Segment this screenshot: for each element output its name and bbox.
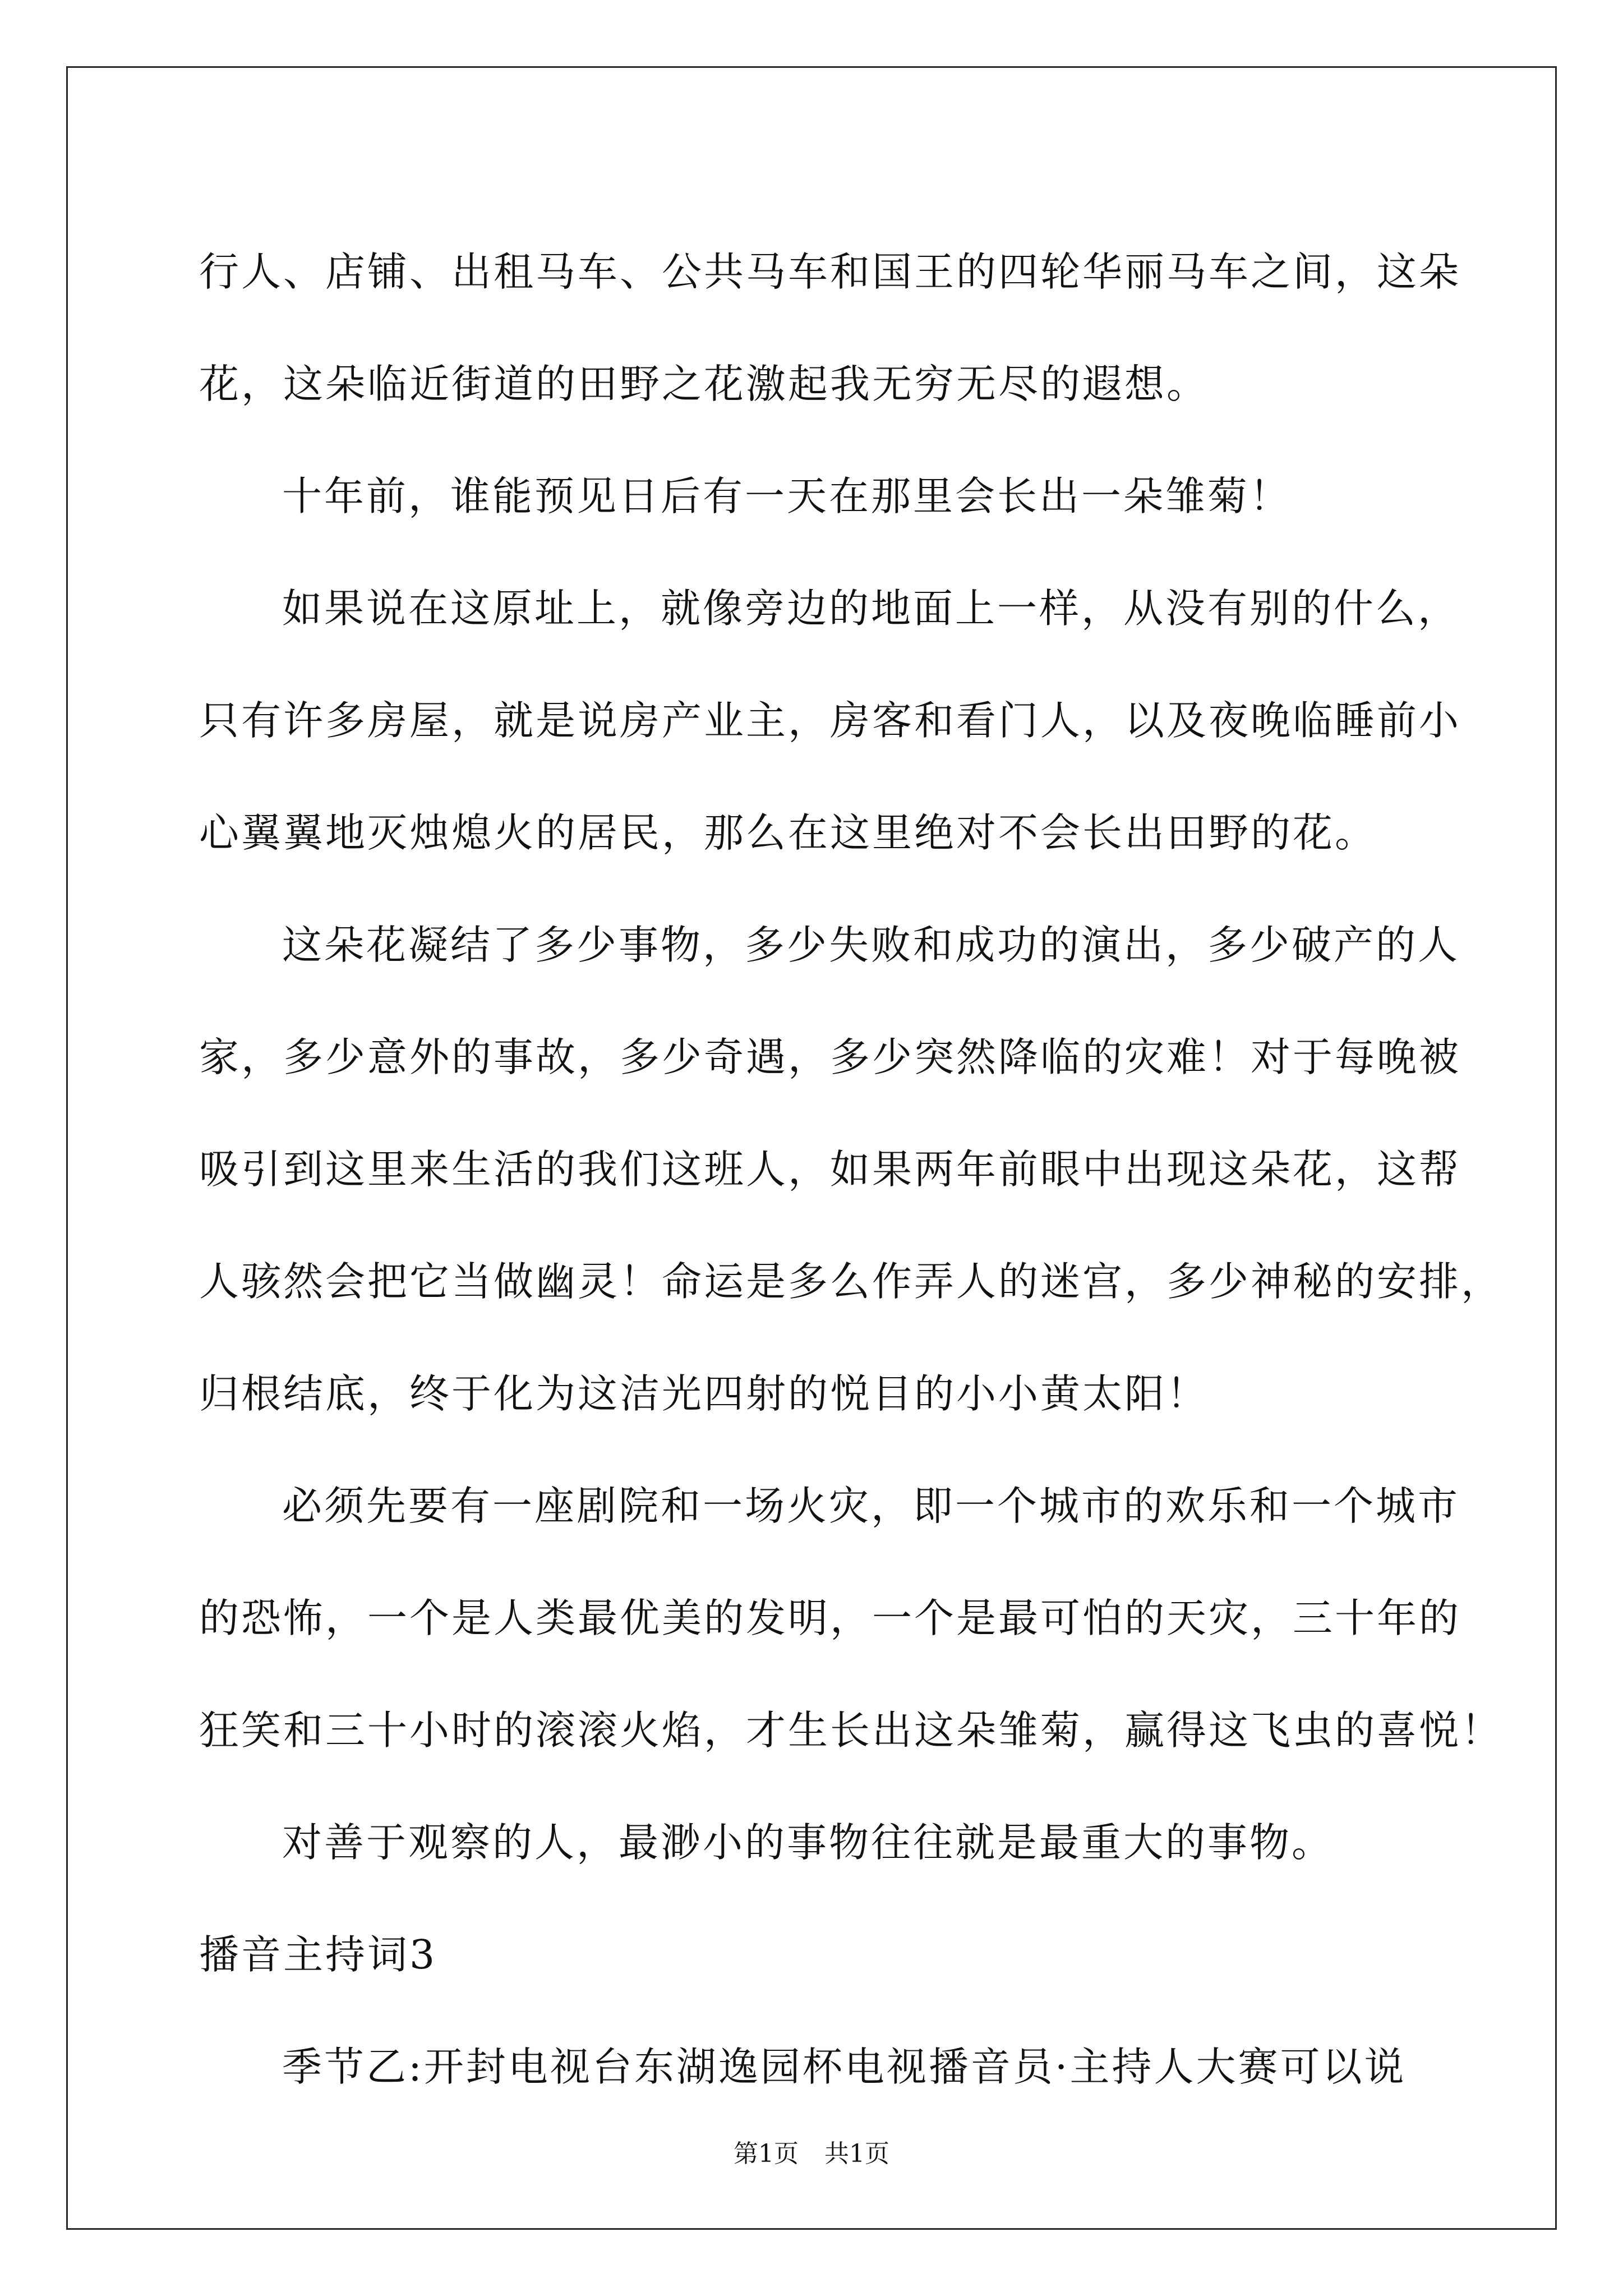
text-line: 人骇然会把它当做幽灵！命运是多么作弄人的迷宫，多少神秘的安排，	[199, 1258, 1504, 1305]
text-line: 心翼翼地灭烛熄火的居民，那么在这里绝对不会长出田野的花。	[199, 809, 1377, 856]
text-line: 的恐怖，一个是人类最优美的发明，一个是最可怕的天灾，三十年的	[199, 1595, 1461, 1641]
text-line: 归根结底，终于化为这洁光四射的悦目的小小黄太阳！	[199, 1370, 1209, 1417]
text-line: 吸引到这里来生活的我们这班人，如果两年前眼中出现这朵花，这帮	[199, 1146, 1461, 1193]
text-line: 必须先要有一座剧院和一场火灾，即一个城市的欢乐和一个城市	[282, 1483, 1460, 1529]
text-line: 狂笑和三十小时的滚滚火焰，才生长出这朵雏菊，赢得这飞虫的喜悦！	[199, 1707, 1504, 1754]
page-number: 第1页	[734, 2139, 799, 2168]
document-body	[199, 216, 1504, 2123]
text-line: 只有许多房屋，就是说房产业主，房客和看门人，以及夜晚临睡前小	[199, 697, 1461, 744]
text-line: 行人、店铺、出租马车、公共马车和国王的四轮华丽马车之间，这朵	[199, 249, 1461, 295]
page-footer	[0, 2137, 1623, 2171]
text-line: 家，多少意外的事故，多少奇遇，多少突然降临的灾难！对于每晚被	[199, 1034, 1461, 1080]
page-total: 共1页	[824, 2139, 889, 2168]
text-line: 季节乙:开封电视台东湖逸园杯电视播音员·主持人大赛可以说	[282, 2044, 1407, 2090]
text-line: 十年前，谁能预见日后有一天在那里会长出一朵雏菊！	[282, 473, 1292, 519]
text-line: 如果说在这原址上，就像旁边的地面上一样，从没有别的什么，	[282, 585, 1460, 632]
text-line: 这朵花凝结了多少事物，多少失败和成功的演出，多少破产的人	[282, 922, 1460, 968]
text-line: 对善于观察的人，最渺小的事物往往就是最重大的事物。	[282, 1819, 1334, 1866]
section-heading: 播音主持词3	[199, 1931, 437, 1978]
text-line: 花，这朵临近街道的田野之花激起我无穷无尽的遐想。	[199, 361, 1209, 407]
